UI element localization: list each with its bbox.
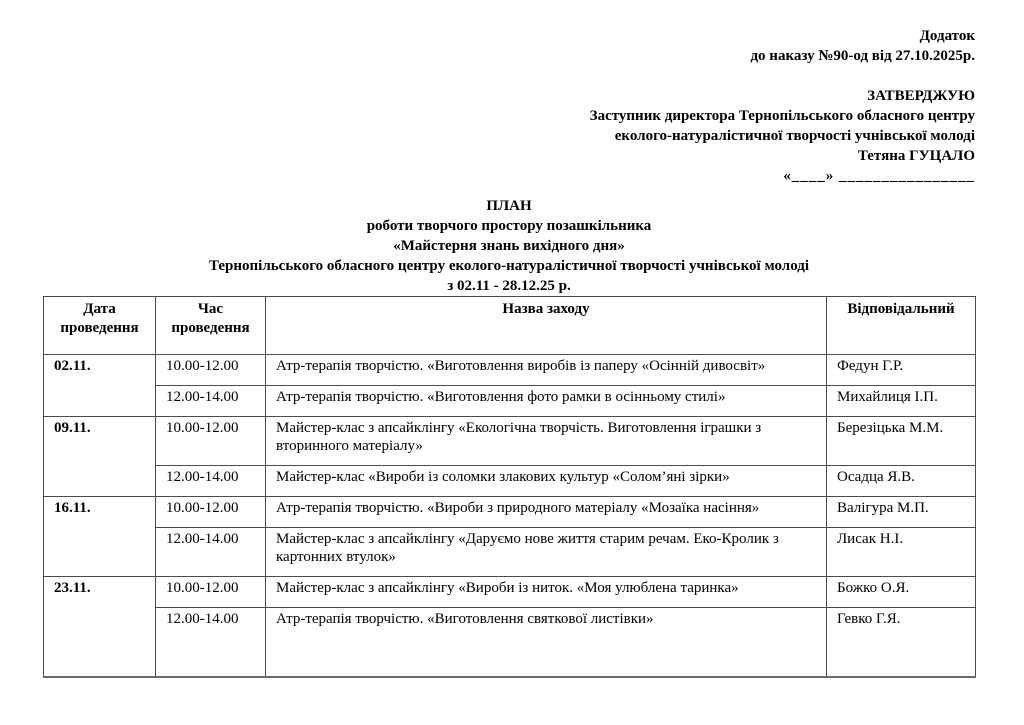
event-cell: Атр-терапія творчістю. «Виготовлення виробів із паперу «Осінній дивосвіт» (266, 355, 827, 386)
date-cell: 09.11. (44, 417, 156, 497)
event-cell: Атр-терапія творчістю. «Виготовлення фото рамки в осінньому стилі» (266, 386, 827, 417)
responsible-cell: Божко О.Я. (827, 577, 976, 608)
title-line-5: з 02.11 - 28.12.25 р. (447, 278, 571, 294)
signature-date-line: «____» ________________ (783, 168, 975, 184)
time-cell: 12.00-14.00 (156, 466, 266, 497)
table-row (44, 417, 976, 466)
approval-label: ЗАТВЕРДЖУЮ (867, 88, 975, 104)
responsible-cell: Березіцька М.М. (827, 417, 976, 466)
header-event: Назва заходу (266, 297, 827, 355)
date-cell: 23.11. (44, 577, 156, 678)
date-cell: 02.11. (44, 355, 156, 417)
document-title (43, 196, 975, 296)
approval-line-1: Заступник директора Тернопільського обласного центру (589, 108, 975, 124)
title-line-2: роботи творчого простору позашкільника (366, 218, 652, 234)
table-row (44, 466, 976, 497)
time-cell: 10.00-12.00 (156, 577, 266, 608)
table-row (44, 355, 976, 386)
title-line-3: «Майстерня знань вихідного дня» (393, 238, 625, 254)
date-cell: 16.11. (44, 497, 156, 577)
time-cell: 12.00-14.00 (156, 608, 266, 678)
annex-line-1: Додаток (919, 28, 975, 44)
table-row (44, 608, 976, 678)
annex-block (0, 26, 975, 66)
header-responsible: Відповідальний (827, 297, 976, 355)
time-cell: 10.00-12.00 (156, 417, 266, 466)
table-row (44, 528, 976, 577)
event-cell: Майстер-клас з апсайклінгу «Вироби із ниток. «Моя улюблена таринка» (266, 577, 827, 608)
table-row (44, 497, 976, 528)
event-cell: Атр-терапія творчістю. «Вироби з природного матеріалу «Мозаїка насіння» (266, 497, 827, 528)
time-cell: 12.00-14.00 (156, 528, 266, 577)
approval-signatory: Тетяна ГУЦАЛО (857, 148, 975, 164)
responsible-cell: Валігура М.П. (827, 497, 976, 528)
responsible-cell: Михайлиця І.П. (827, 386, 976, 417)
plan-table-header (44, 297, 976, 355)
plan-table (43, 296, 976, 678)
time-cell: 10.00-12.00 (156, 497, 266, 528)
responsible-cell: Лисак Н.І. (827, 528, 976, 577)
header-row (44, 297, 976, 355)
time-cell: 10.00-12.00 (156, 355, 266, 386)
header-time: Час проведення (156, 297, 266, 355)
header-date: Дата проведення (44, 297, 156, 355)
plan-table-body (44, 355, 976, 678)
event-cell: Атр-терапія творчістю. «Виготовлення святкової листівки» (266, 608, 827, 678)
responsible-cell: Федун Г.Р. (827, 355, 976, 386)
title-line-1: ПЛАН (486, 198, 532, 214)
event-cell: Майстер-клас з апсайклінгу «Даруємо нове життя старим речам. Еко-Кролик з картонних втулок» (266, 528, 827, 577)
approval-block (0, 86, 975, 186)
annex-line-2: до наказу №90-од від 27.10.2025р. (750, 48, 975, 64)
approval-line-2: еколого-натуралістичної творчості учнівської молоді (614, 128, 975, 144)
title-line-4: Тернопільського обласного центру еколого-натуралістичної творчості учнівської молоді (208, 258, 810, 274)
time-cell: 12.00-14.00 (156, 386, 266, 417)
responsible-cell: Осадца Я.В. (827, 466, 976, 497)
table-row (44, 386, 976, 417)
event-cell: Майстер-клас з апсайклінгу «Екологічна творчість. Виготовлення іграшки з вторинного матеріалу» (266, 417, 827, 466)
responsible-cell: Гевко Г.Я. (827, 608, 976, 678)
event-cell: Майстер-клас «Вироби із соломки злакових культур «Солом’яні зірки» (266, 466, 827, 497)
table-row (44, 577, 976, 608)
